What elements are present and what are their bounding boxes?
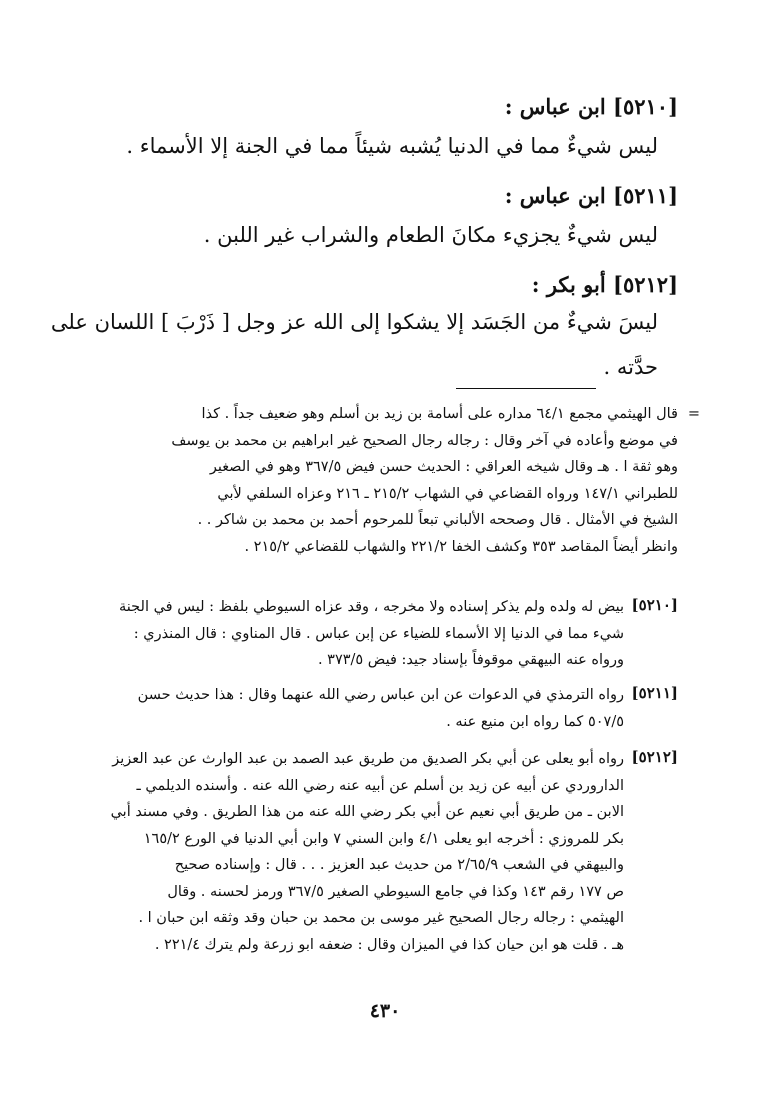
page-number: ٤٣٠	[369, 1000, 401, 1022]
footnote-5212	[82, 746, 624, 958]
entry-text-line: ليس شيءٌ مما في الدنيا يُشبه شيئاً مما في الجنة إلا الأسماء .	[126, 134, 658, 158]
footnote-line: شيء مما في الدنيا إلا الأسماء للضياء عن إبن عباس . قال المناوي : قال المنذري :	[133, 625, 624, 642]
footnote-line: وانظر أيضاً المقاصد ٣٥٣ وكشف الخفا ٢٢١/٢ والشهاب للقضاعي ٢١٥/٢ .	[244, 538, 678, 555]
footnote-line: هـ . قلت هو ابن حيان كذا في الميزان وقال : ضعفه ابو زرعة ولم يترك ٢٢١/٤ .	[154, 936, 624, 953]
footnote-line: ص ١٧٧ رقم ١٤٣ وكذا في جامع السيوطي الصغير ٣٦٧/٥ ورمز لحسنه . وقال	[167, 883, 624, 900]
footnote-5211-number: [٥٢١١]	[631, 684, 678, 702]
entry-narrator: ابن عباس :	[504, 183, 606, 208]
footnote-line: بيض له ولده ولم يذكر إسناده ولا مخرجه ، وقد عزاه السيوطي بلفظ : ليس في الجنة	[119, 599, 624, 615]
footnote-line: الهيثمي : رجاله رجال الصحيح غير موسى بن محمد بن حبان وقد وثقه ابن حبان ا .	[138, 910, 624, 926]
footnote-continued	[82, 401, 700, 560]
footnote-line: رواه الترمذي في الدعوات عن ابن عباس رضي الله عنهما وقال : هذا حديث حسن	[137, 687, 624, 703]
footnote-line: ٥٠٧/٥ كما رواه ابن منيع عنه .	[446, 713, 624, 730]
footnote-line: للطبراني ١٤٧/١ ورواه القضاعي في الشهاب ٢١٥/٢ ـ ٢١٦ وعزاه السلفي لأبي	[217, 485, 678, 502]
entry-narrator: أبو بكر :	[531, 272, 606, 297]
entry-5212-heading	[78, 272, 678, 297]
footnote-line: ورواه عنه البيهقي موقوفاً بإسناد جيد: فيض ٣٧٣/٥ .	[317, 652, 624, 668]
entry-5212-text	[50, 300, 658, 390]
footnote-line: بكر للمروزي : أخرجه ابو يعلى ٤/١ وابن السني ٧ وابن أبي الدنيا في الورع ١٦٥/٢	[143, 830, 624, 847]
entry-text-line: ليس شيءٌ يجزيء مكانَ الطعام والشراب غير اللبن .	[203, 223, 658, 247]
entry-5210-text	[98, 124, 658, 169]
entry-5211-heading	[78, 183, 678, 208]
footnote-5210	[82, 594, 624, 674]
footnote-5210-number: [٥٢١٠]	[631, 596, 678, 614]
footnote-line: الشيخ في الأمثال . قال وصححه الألباني تبعاً للمرحوم أحمد بن محمد بن شاكر . .	[197, 512, 678, 528]
entry-text-line: ليسَ شيءٌ من الجَسَد إلا يشكوا إلى الله عز وجل [ ذَرْبَ ] اللسان على	[50, 310, 658, 334]
footnote-line: قال الهيثمي مجمع ٦٤/١ مداره على أسامة بن زيد بن أسلم وهو ضعيف جداً . كذا	[201, 406, 678, 422]
entry-narrator: ابن عباس :	[504, 94, 606, 119]
entry-number: [٥٢١٠]	[613, 94, 678, 119]
footnote-line: والبيهقي في الشعب ٢/٦٥/٩ من حديث عبد العزيز . . . قال : وإسناده صحيح	[174, 857, 624, 873]
footnote-line: الابن ـ من طريق أبي نعيم عن أبي بكر رضي الله عنه من هذا الطريق . وفي مسند أبي	[110, 804, 624, 820]
footnote-5211	[82, 682, 624, 735]
footnote-line: في موضع وأعاده في آخر وقال : رجاله رجال الصحيح غير ابراهيم بن محمد بن يوسف	[171, 432, 678, 449]
entry-number: [٥٢١٢]	[613, 272, 678, 297]
continuation-marker: =	[687, 406, 700, 422]
footnote-5212-number: [٥٢١٢]	[631, 748, 678, 766]
footnote-line: رواه أبو يعلى عن أبي بكر الصديق من طريق عبد الصمد بن عبد الوارث عن عبد العزيز	[112, 751, 624, 767]
footnote-divider	[456, 388, 596, 389]
entry-5211-text	[98, 213, 658, 258]
footnote-line: الداروردي عن أبيه عن زيد بن أسلم عن أبيه عنه رضي الله عنه . وأسنده الديلمي ـ	[136, 777, 624, 794]
entry-text-line: حدَّته .	[603, 355, 658, 379]
entry-5210-heading	[78, 94, 678, 119]
entry-number: [٥٢١١]	[613, 183, 678, 208]
footnote-line: وهو ثقة ا . هـ وقال شيخه العراقي : الحديث حسن فيض ٣٦٧/٥ وهو في الصغير	[209, 459, 678, 475]
